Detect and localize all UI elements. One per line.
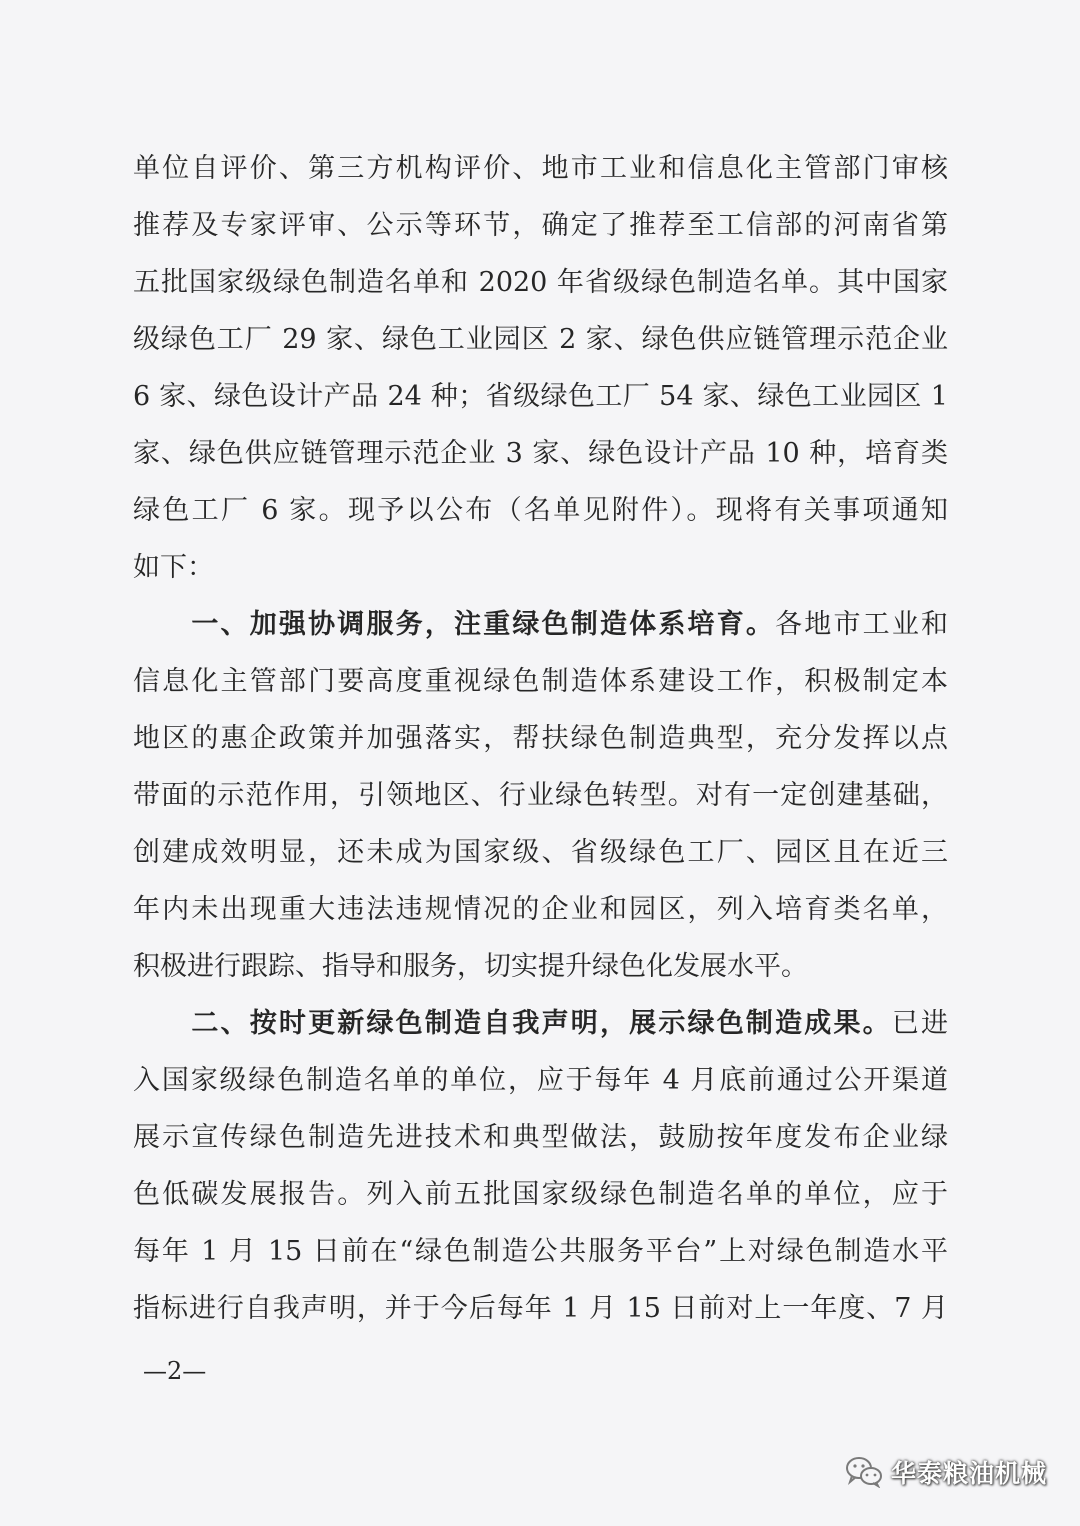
text-line bbox=[133, 653, 948, 710]
text-line bbox=[133, 254, 948, 311]
text-line bbox=[133, 197, 948, 254]
line-text: 五批国家级绿色制造名单和 2020 年省级绿色制造名单。其中国家 bbox=[133, 267, 948, 298]
line-text: 级绿色工厂 29 家、绿色工业园区 2 家、绿色供应链管理示范企业 bbox=[133, 324, 948, 355]
line-text: 绿色工厂 6 家。现予以公布（名单见附件）。现将有关事项通知 bbox=[133, 495, 948, 526]
line-text: 地区的惠企政策并加强落实，帮扶绿色制造典型，充分发挥以点 bbox=[133, 723, 948, 754]
line-text: 展示宣传绿色制造先进技术和典型做法，鼓励按年度发布企业绿 bbox=[133, 1122, 948, 1153]
text-line bbox=[133, 140, 948, 197]
line-text: 推荐及专家评审、公示等环节，确定了推荐至工信部的河南省第 bbox=[133, 210, 948, 241]
text-line bbox=[133, 596, 948, 653]
text-line bbox=[133, 1052, 948, 1109]
text-line bbox=[133, 425, 948, 482]
text-line bbox=[133, 1109, 948, 1166]
line-text: 色低碳发展报告。列入前五批国家级绿色制造名单的单位，应于 bbox=[133, 1179, 948, 1210]
line-text: 信息化主管部门要高度重视绿色制造体系建设工作，积极制定本 bbox=[133, 666, 948, 697]
wechat-icon bbox=[845, 1456, 883, 1488]
line-text: 指标进行自我声明，并于今后每年 1 月 15 日前对上一年度、7 月 bbox=[133, 1293, 948, 1324]
watermark-text: 华泰粮油机械 bbox=[891, 1459, 1048, 1488]
line-text: 如下： bbox=[133, 552, 214, 583]
text-line bbox=[133, 368, 948, 425]
text-line bbox=[133, 1280, 948, 1337]
line-text: 家、绿色供应链管理示范企业 3 家、绿色设计产品 10 种，培育类 bbox=[133, 438, 948, 469]
line-text: 年内未出现重大违法违规情况的企业和园区，列入培育类名单， bbox=[133, 894, 948, 925]
text-line bbox=[133, 1223, 948, 1280]
line-text: 每年 1 月 15 日前在“绿色制造公共服务平台”上对绿色制造水平 bbox=[133, 1236, 948, 1267]
text-line bbox=[133, 482, 948, 539]
line-text: 入国家级绿色制造名单的单位，应于每年 4 月底前通过公开渠道 bbox=[133, 1065, 948, 1096]
watermark bbox=[845, 1452, 1047, 1492]
text-line bbox=[133, 938, 948, 995]
line-text: 积极进行跟踪、指导和服务，切实提升绿色化发展水平。 bbox=[133, 951, 808, 982]
text-line bbox=[133, 767, 948, 824]
text-line bbox=[133, 710, 948, 767]
line-text: 单位自评价、第三方机构评价、地市工业和信息化主管部门审核 bbox=[133, 153, 948, 184]
line-text: 各地市工业和 bbox=[775, 609, 949, 640]
line-text: 已进 bbox=[891, 1008, 949, 1039]
text-line bbox=[133, 824, 948, 881]
text-line bbox=[133, 995, 948, 1052]
line-text: 创建成效明显，还未成为国家级、省级绿色工厂、园区且在近三 bbox=[133, 837, 948, 868]
section-heading: 二、按时更新绿色制造自我声明，展示绿色制造成果。 bbox=[133, 1008, 892, 1039]
document-body bbox=[133, 140, 948, 1337]
line-text: 带面的示范作用，引领地区、行业绿色转型。对有一定创建基础， bbox=[133, 780, 948, 811]
text-line bbox=[133, 311, 948, 368]
text-line bbox=[133, 1166, 948, 1223]
page-number: —2— bbox=[143, 1357, 207, 1385]
section-heading: 一、加强协调服务，注重绿色制造体系培育。 bbox=[133, 609, 776, 640]
text-line bbox=[133, 539, 948, 596]
text-line bbox=[133, 881, 948, 938]
line-text: 6 家、绿色设计产品 24 种；省级绿色工厂 54 家、绿色工业园区 1 bbox=[133, 381, 948, 412]
